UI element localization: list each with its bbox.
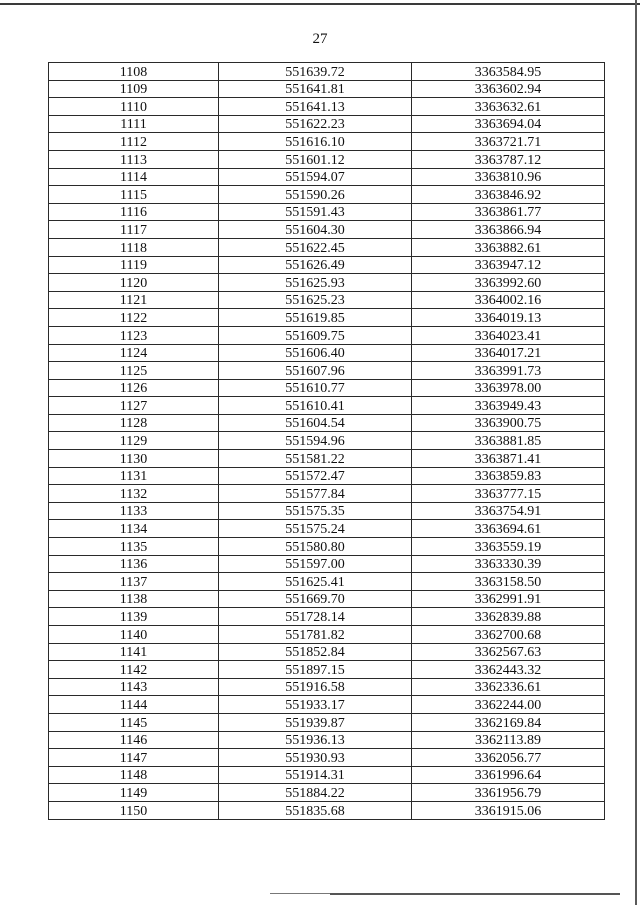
table-row [49, 133, 605, 151]
y-coordinate-cell: 3363871.41 [412, 450, 605, 468]
table-row [49, 590, 605, 608]
table-row [49, 221, 605, 239]
x-coordinate-cell: 551897.15 [219, 661, 412, 679]
table-row [49, 520, 605, 538]
point-number-cell: 1130 [49, 450, 219, 468]
y-coordinate-cell: 3363602.94 [412, 80, 605, 98]
y-coordinate-cell: 3363900.75 [412, 414, 605, 432]
table-row [49, 784, 605, 802]
y-coordinate-cell: 3363882.61 [412, 238, 605, 256]
x-coordinate-cell: 551591.43 [219, 203, 412, 221]
x-coordinate-cell: 551619.85 [219, 309, 412, 327]
x-coordinate-cell: 551604.54 [219, 414, 412, 432]
table-row [49, 608, 605, 626]
page-number: 27 [312, 31, 328, 47]
bottom-border-line-faint [270, 893, 330, 894]
right-border-line [635, 0, 637, 905]
point-number-cell: 1118 [49, 238, 219, 256]
x-coordinate-cell: 551939.87 [219, 713, 412, 731]
y-coordinate-cell: 3362244.00 [412, 696, 605, 714]
point-number-cell: 1110 [49, 98, 219, 116]
x-coordinate-cell: 551914.31 [219, 766, 412, 784]
point-number-cell: 1112 [49, 133, 219, 151]
point-number-cell: 1139 [49, 608, 219, 626]
x-coordinate-cell: 551639.72 [219, 63, 412, 81]
table-row [49, 573, 605, 591]
x-coordinate-cell: 551641.13 [219, 98, 412, 116]
point-number-cell: 1141 [49, 643, 219, 661]
x-coordinate-cell: 551580.80 [219, 538, 412, 556]
y-coordinate-cell: 3362839.88 [412, 608, 605, 626]
table-row [49, 626, 605, 644]
x-coordinate-cell: 551607.96 [219, 362, 412, 380]
point-number-cell: 1138 [49, 590, 219, 608]
x-coordinate-cell: 551606.40 [219, 344, 412, 362]
y-coordinate-cell: 3364017.21 [412, 344, 605, 362]
table-row [49, 502, 605, 520]
point-number-cell: 1135 [49, 538, 219, 556]
x-coordinate-cell: 551604.30 [219, 221, 412, 239]
y-coordinate-cell: 3361915.06 [412, 801, 605, 819]
table-row [49, 766, 605, 784]
x-coordinate-cell: 551575.35 [219, 502, 412, 520]
point-number-cell: 1117 [49, 221, 219, 239]
table-row [49, 555, 605, 573]
x-coordinate-cell: 551884.22 [219, 784, 412, 802]
x-coordinate-cell: 551916.58 [219, 678, 412, 696]
y-coordinate-cell: 3362567.63 [412, 643, 605, 661]
y-coordinate-cell: 3363846.92 [412, 186, 605, 204]
x-coordinate-cell: 551572.47 [219, 467, 412, 485]
point-number-cell: 1127 [49, 397, 219, 415]
point-number-cell: 1116 [49, 203, 219, 221]
y-coordinate-cell: 3362700.68 [412, 626, 605, 644]
x-coordinate-cell: 551936.13 [219, 731, 412, 749]
y-coordinate-cell: 3363978.00 [412, 379, 605, 397]
table-row [49, 450, 605, 468]
x-coordinate-cell: 551590.26 [219, 186, 412, 204]
x-coordinate-cell: 551626.49 [219, 256, 412, 274]
table-row [49, 379, 605, 397]
y-coordinate-cell: 3363947.12 [412, 256, 605, 274]
table-row [49, 344, 605, 362]
point-number-cell: 1126 [49, 379, 219, 397]
table-row [49, 713, 605, 731]
x-coordinate-cell: 551728.14 [219, 608, 412, 626]
point-number-cell: 1137 [49, 573, 219, 591]
point-number-cell: 1120 [49, 274, 219, 292]
y-coordinate-cell: 3364019.13 [412, 309, 605, 327]
x-coordinate-cell: 551669.70 [219, 590, 412, 608]
point-number-cell: 1129 [49, 432, 219, 450]
table-row [49, 749, 605, 767]
point-number-cell: 1122 [49, 309, 219, 327]
bottom-border-line [330, 893, 620, 895]
x-coordinate-cell: 551625.41 [219, 573, 412, 591]
point-number-cell: 1149 [49, 784, 219, 802]
x-coordinate-cell: 551601.12 [219, 150, 412, 168]
y-coordinate-cell: 3362443.32 [412, 661, 605, 679]
table-row [49, 274, 605, 292]
table-row [49, 362, 605, 380]
point-number-cell: 1123 [49, 326, 219, 344]
table-row [49, 256, 605, 274]
y-coordinate-cell: 3363330.39 [412, 555, 605, 573]
point-number-cell: 1124 [49, 344, 219, 362]
table-row [49, 485, 605, 503]
point-number-cell: 1114 [49, 168, 219, 186]
point-number-cell: 1111 [49, 115, 219, 133]
y-coordinate-cell: 3364023.41 [412, 326, 605, 344]
x-coordinate-cell: 551625.23 [219, 291, 412, 309]
y-coordinate-cell: 3363777.15 [412, 485, 605, 503]
x-coordinate-cell: 551852.84 [219, 643, 412, 661]
point-number-cell: 1133 [49, 502, 219, 520]
table-row [49, 414, 605, 432]
x-coordinate-cell: 551835.68 [219, 801, 412, 819]
table-row [49, 309, 605, 327]
x-coordinate-cell: 551930.93 [219, 749, 412, 767]
point-number-cell: 1147 [49, 749, 219, 767]
table-row [49, 98, 605, 116]
table-row [49, 63, 605, 81]
y-coordinate-cell: 3362336.61 [412, 678, 605, 696]
point-number-cell: 1143 [49, 678, 219, 696]
table-row [49, 326, 605, 344]
point-number-cell: 1150 [49, 801, 219, 819]
table-row [49, 432, 605, 450]
y-coordinate-cell: 3363721.71 [412, 133, 605, 151]
table-row [49, 203, 605, 221]
x-coordinate-cell: 551581.22 [219, 450, 412, 468]
table-row [49, 397, 605, 415]
y-coordinate-cell: 3363992.60 [412, 274, 605, 292]
x-coordinate-cell: 551575.24 [219, 520, 412, 538]
table-row [49, 538, 605, 556]
table-row [49, 801, 605, 819]
point-number-cell: 1128 [49, 414, 219, 432]
point-number-cell: 1131 [49, 467, 219, 485]
y-coordinate-cell: 3363991.73 [412, 362, 605, 380]
x-coordinate-cell: 551610.41 [219, 397, 412, 415]
table-row [49, 168, 605, 186]
table-row [49, 731, 605, 749]
y-coordinate-cell: 3363694.04 [412, 115, 605, 133]
table-row [49, 696, 605, 714]
y-coordinate-cell: 3363866.94 [412, 221, 605, 239]
table-row [49, 678, 605, 696]
x-coordinate-cell: 551933.17 [219, 696, 412, 714]
point-number-cell: 1113 [49, 150, 219, 168]
table-row [49, 150, 605, 168]
y-coordinate-cell: 3361956.79 [412, 784, 605, 802]
x-coordinate-cell: 551594.96 [219, 432, 412, 450]
point-number-cell: 1119 [49, 256, 219, 274]
x-coordinate-cell: 551622.45 [219, 238, 412, 256]
coordinates-table-body [49, 63, 605, 820]
y-coordinate-cell: 3364002.16 [412, 291, 605, 309]
y-coordinate-cell: 3363632.61 [412, 98, 605, 116]
point-number-cell: 1140 [49, 626, 219, 644]
table-row [49, 643, 605, 661]
x-coordinate-cell: 551625.93 [219, 274, 412, 292]
y-coordinate-cell: 3363158.50 [412, 573, 605, 591]
point-number-cell: 1145 [49, 713, 219, 731]
point-number-cell: 1142 [49, 661, 219, 679]
table-row [49, 115, 605, 133]
y-coordinate-cell: 3363787.12 [412, 150, 605, 168]
y-coordinate-cell: 3363559.19 [412, 538, 605, 556]
top-border-line [0, 3, 640, 5]
x-coordinate-cell: 551577.84 [219, 485, 412, 503]
y-coordinate-cell: 3363584.95 [412, 63, 605, 81]
x-coordinate-cell: 551641.81 [219, 80, 412, 98]
y-coordinate-cell: 3363754.91 [412, 502, 605, 520]
table-row [49, 661, 605, 679]
point-number-cell: 1136 [49, 555, 219, 573]
x-coordinate-cell: 551622.23 [219, 115, 412, 133]
point-number-cell: 1148 [49, 766, 219, 784]
point-number-cell: 1144 [49, 696, 219, 714]
table-row [49, 467, 605, 485]
x-coordinate-cell: 551594.07 [219, 168, 412, 186]
y-coordinate-cell: 3363859.83 [412, 467, 605, 485]
point-number-cell: 1146 [49, 731, 219, 749]
y-coordinate-cell: 3363881.85 [412, 432, 605, 450]
point-number-cell: 1109 [49, 80, 219, 98]
coordinates-table [48, 62, 605, 820]
y-coordinate-cell: 3362113.89 [412, 731, 605, 749]
x-coordinate-cell: 551597.00 [219, 555, 412, 573]
x-coordinate-cell: 551610.77 [219, 379, 412, 397]
y-coordinate-cell: 3361996.64 [412, 766, 605, 784]
y-coordinate-cell: 3363694.61 [412, 520, 605, 538]
point-number-cell: 1134 [49, 520, 219, 538]
y-coordinate-cell: 3363810.96 [412, 168, 605, 186]
point-number-cell: 1121 [49, 291, 219, 309]
y-coordinate-cell: 3362056.77 [412, 749, 605, 767]
y-coordinate-cell: 3362169.84 [412, 713, 605, 731]
table-row [49, 238, 605, 256]
y-coordinate-cell: 3363949.43 [412, 397, 605, 415]
x-coordinate-cell: 551781.82 [219, 626, 412, 644]
point-number-cell: 1132 [49, 485, 219, 503]
x-coordinate-cell: 551609.75 [219, 326, 412, 344]
table-row [49, 291, 605, 309]
y-coordinate-cell: 3363861.77 [412, 203, 605, 221]
table-row [49, 80, 605, 98]
x-coordinate-cell: 551616.10 [219, 133, 412, 151]
table-row [49, 186, 605, 204]
point-number-cell: 1108 [49, 63, 219, 81]
y-coordinate-cell: 3362991.91 [412, 590, 605, 608]
point-number-cell: 1115 [49, 186, 219, 204]
point-number-cell: 1125 [49, 362, 219, 380]
